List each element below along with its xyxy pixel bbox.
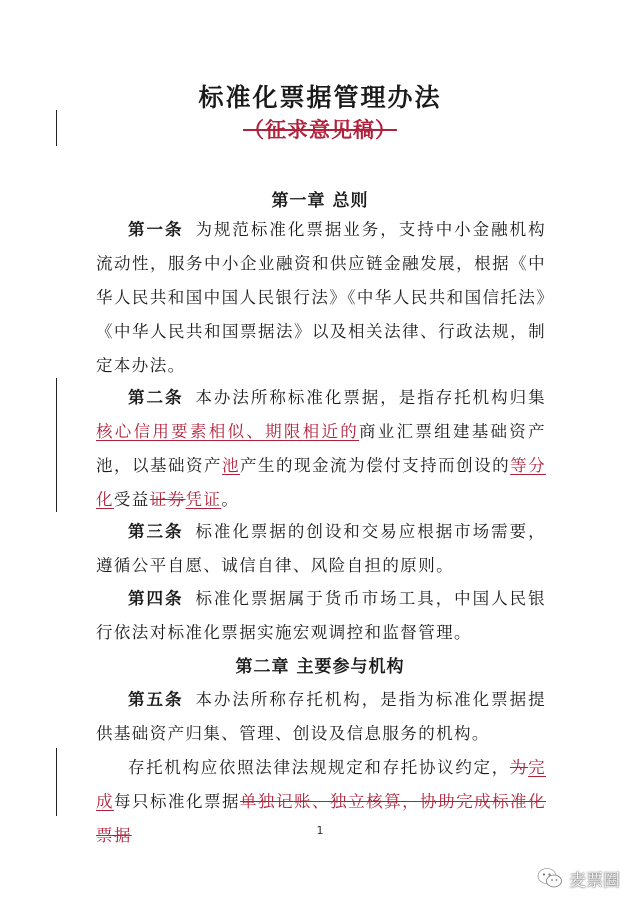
custody-deleted-b: 单独记账、独立核算，协助完成标准化票据 (96, 792, 546, 845)
article-4 (96, 582, 546, 650)
article-4-text: 标准化票据属于货币市场工具，中国人民银行依法对标准化票据实施宏观调控和监督管理。 (96, 589, 546, 642)
chapter-heading-2: 第二章 主要参与机构 (235, 657, 405, 677)
article-2-deleted-a: 证券 (149, 490, 186, 509)
article-2-text-c: 产生的现金流为偿付支持而创设的 (240, 456, 511, 475)
revision-change-bar (56, 748, 57, 816)
article-2-text-a: 本办法所称标准化票据，是指存托机构归集 (195, 388, 546, 407)
custody-text-a: 存托机构应依照法律法规规定和存托协议约定， (128, 758, 510, 777)
custody-paragraph (96, 751, 546, 845)
article-5-label: 第五条 (128, 690, 184, 709)
subtitle-deleted-text: （征求意见稿） (243, 117, 397, 142)
custody-inserted-a: 完成 (96, 758, 546, 811)
document-subtitle (0, 114, 640, 144)
article-3 (96, 515, 546, 583)
chapter-heading-1: 第一章 总则 (271, 191, 369, 211)
article-2 (96, 381, 546, 517)
article-5 (96, 683, 546, 751)
article-3-text: 标准化票据的创设和交易应根据市场需要，遵循公平自愿、诚信自律、风险自担的原则。 (96, 522, 546, 575)
article-2-text-d: 受益 (113, 490, 150, 509)
revision-change-bar (56, 378, 57, 512)
document-title: 标准化票据管理办法 (198, 83, 442, 112)
article-2-inserted-c: 等分化 (96, 456, 546, 509)
article-4-label: 第四条 (128, 589, 184, 608)
article-2-label: 第二条 (128, 388, 184, 407)
article-5-text: 本办法所称存托机构，是指为标准化票据提供基础资产归集、管理、创设及信息服务的机构。 (96, 690, 546, 743)
article-3-label: 第三条 (128, 522, 184, 541)
article-2-text-e: 。 (221, 490, 240, 509)
article-1 (96, 213, 546, 383)
article-2-inserted-d: 凭证 (185, 490, 222, 509)
watermark-label: 麦票圈 (569, 870, 620, 891)
article-1-text: 为规范标准化票据业务，支持中小金融机构流动性，服务中小企业融资和供应链金融发展，根据《中华人民共和国中国人民银行法》《中华人民共和国信托法》《中华人民共和国票据法》以及相关法律、行政法规，制定本办法。 (96, 220, 546, 375)
article-2-inserted-b: 池 (222, 456, 241, 475)
custody-text-b: 每只标准化票据 (114, 792, 241, 811)
article-1-label: 第一条 (128, 220, 184, 239)
article-2-inserted-a: 核心信用要素相似、期限相近的 (96, 422, 360, 441)
page-number: 1 (316, 824, 324, 837)
wechat-icon (537, 867, 563, 889)
watermark (537, 864, 620, 892)
custody-deleted-a: 为 (509, 758, 529, 777)
article-2-text-b: 商业汇票组建基础资产池，以基础资产 (96, 422, 546, 475)
